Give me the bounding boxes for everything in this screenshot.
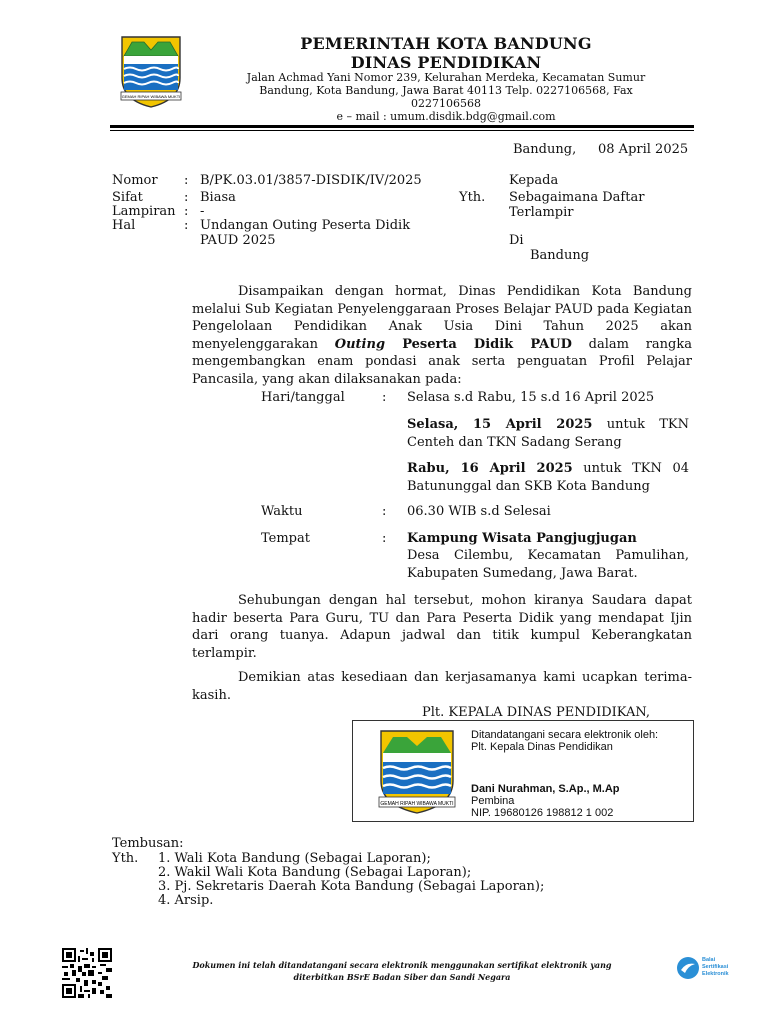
bsre-line3: Elektronik: [702, 971, 729, 977]
header-divider-thick: [110, 125, 694, 128]
rabu-schools: untuk TKN 04 Batununggal dan SKB Kota Bandung: [407, 461, 689, 494]
selasa-date: Selasa, 15 April 2025: [407, 417, 593, 432]
signature-logo: [375, 727, 459, 817]
signer-rank: Pembina: [471, 795, 515, 807]
hal-label: Hal: [112, 218, 136, 233]
tempat-address: Desa Cilembu, Kecamatan Pamulihan, Kabupaten Sumedang, Jawa Barat.: [407, 548, 689, 581]
p1-outing: Outing: [334, 336, 386, 352]
p1-rest: dalam rangka mengembangkan enam pondasi anak serta penguatan Profil Pelajar Pancasila, yang akan dilaksanakan pada:: [192, 336, 692, 387]
tempat-label: Tempat: [261, 531, 310, 546]
header-address-line3: 0227106568: [411, 97, 481, 110]
e-signature-box: [352, 720, 694, 822]
cc-item: 1. Wali Kota Bandung (Sebagai Laporan);: [158, 851, 431, 866]
footer-line1: Dokumen ini telah ditandatangani secara elektronik menggunakan sertifikat elektronik yang: [192, 960, 612, 970]
header-title-agency: DINAS PENDIDIKAN: [350, 53, 542, 72]
svg-text:GEMAH RIPAH WIBAWA MUKTI: GEMAH RIPAH WIBAWA MUKTI: [121, 94, 181, 99]
cc-item: 2. Wakil Wali Kota Bandung (Sebagai Laporan);: [158, 865, 472, 880]
hari-label: Hari/tanggal: [261, 390, 345, 405]
bsre-line1: Balai: [702, 957, 716, 963]
qr-code-icon: [62, 948, 112, 998]
cc-item: 3. Pj. Sekretaris Daerah Kota Bandung (Sebagai Laporan);: [158, 879, 545, 894]
waktu-label: Waktu: [261, 504, 303, 519]
body-paragraph-3: Demikian atas kesediaan dan kerjasamanya kami ucapkan terima-kasih.: [192, 670, 692, 703]
signer-nip: NIP. 19680126 198812 1 002: [471, 807, 614, 819]
header-address-line2: Bandung, Kota Bandung, Jawa Barat 40113 Telp. 0227106568, Fax: [259, 84, 633, 97]
letter-city: Bandung,: [513, 142, 577, 157]
body-paragraph-1: [192, 283, 692, 388]
tempat-colon: :: [382, 531, 387, 546]
waktu-colon: :: [382, 504, 387, 519]
body-paragraph-2: Sehubungan dengan hal tersebut, mohon kiranya Saudara dapat hadir beserta Para Guru, TU dan Para Peserta Didik yang mendapat Ijin dari orang tuanya. Adapun jadwal dan titik kumpul Keberangkatan terlampir.: [192, 593, 692, 661]
signer-position: Plt. Kepala Dinas Pendidikan: [471, 741, 613, 753]
recipient-yth: Yth.: [459, 190, 486, 205]
tempat-name: Kampung Wisata Pangjugjugan: [407, 531, 637, 546]
recipient-di: Di: [509, 233, 524, 248]
lampiran-value: -: [200, 204, 205, 219]
bsre-label: [702, 957, 729, 978]
svg-text:GEMAH RIPAH WIBAWA MUKTI: GEMAH RIPAH WIBAWA MUKTI: [380, 801, 454, 807]
recipient-place: Bandung: [530, 248, 590, 263]
signature-title: Plt. KEPALA DINAS PENDIDIKAN,: [422, 705, 651, 720]
cc-item: 4. Arsip.: [158, 893, 214, 908]
signed-by-caption: Ditandatangani secara elektronik oleh:: [471, 729, 659, 741]
lampiran-colon: :: [184, 204, 189, 219]
hari-colon: :: [382, 390, 387, 405]
schedule-rabu: [407, 460, 689, 495]
nomor-value: B/PK.03.01/3857-DISDIK/IV/2025: [200, 173, 422, 188]
recipient-name-line1: Sebagaimana Daftar: [509, 190, 645, 205]
p1-peserta: Peserta Didik PAUD: [385, 336, 572, 352]
hal-value-line1: Undangan Outing Peserta Didik: [200, 218, 411, 233]
recipient-kepada: Kepada: [509, 173, 559, 188]
header-address-line1: Jalan Achmad Yani Nomor 239, Kelurahan Merdeka, Kecamatan Sumur: [246, 71, 646, 84]
footer-line2: diterbitkan BSrE Badan Siber dan Sandi Negara: [293, 972, 511, 982]
sifat-value: Biasa: [200, 190, 236, 205]
bsre-logo-icon: [676, 956, 700, 980]
nomor-label: Nomor: [112, 173, 158, 188]
schedule-selasa: [407, 416, 689, 451]
signer-name: Dani Nurahman, S.Ap., M.Ap: [471, 783, 620, 795]
hal-colon: :: [184, 218, 189, 233]
bsre-line2: Sertifikasi: [702, 964, 729, 970]
footer-disclaimer: [160, 959, 644, 983]
sifat-colon: :: [184, 190, 189, 205]
header-email: e – mail : umum.disdik.bdg@gmail.com: [336, 110, 556, 123]
recipient-name-line2: Terlampir: [509, 205, 574, 220]
cc-title: Tembusan:: [112, 836, 184, 851]
p1-intro: Disampaikan dengan hormat, Dinas Pendidikan Kota Bandung melalui Sub Kegiatan Penyelenggaraan Proses Belajar PAUD pada Kegiatan Pengelolaan Pendidikan Anak Usia Dini Tahun 2025 akan menyelenggarakan: [192, 284, 692, 352]
city-logo: [118, 34, 184, 110]
waktu-value: 06.30 WIB s.d Selesai: [407, 504, 551, 519]
header-divider-thin: [110, 130, 694, 131]
sifat-label: Sifat: [112, 190, 143, 205]
hari-value: Selasa s.d Rabu, 15 s.d 16 April 2025: [407, 390, 655, 405]
letter-date: 08 April 2025: [598, 142, 689, 157]
selasa-schools: untuk TKN Centeh dan TKN Sadang Serang: [407, 417, 689, 450]
lampiran-label: Lampiran: [112, 204, 176, 219]
hal-value-line2: PAUD 2025: [200, 233, 276, 248]
header-title-city: PEMERINTAH KOTA BANDUNG: [300, 34, 592, 53]
cc-yth: Yth.: [112, 851, 139, 866]
nomor-colon: :: [184, 173, 189, 188]
rabu-date: Rabu, 16 April 2025: [407, 461, 573, 476]
